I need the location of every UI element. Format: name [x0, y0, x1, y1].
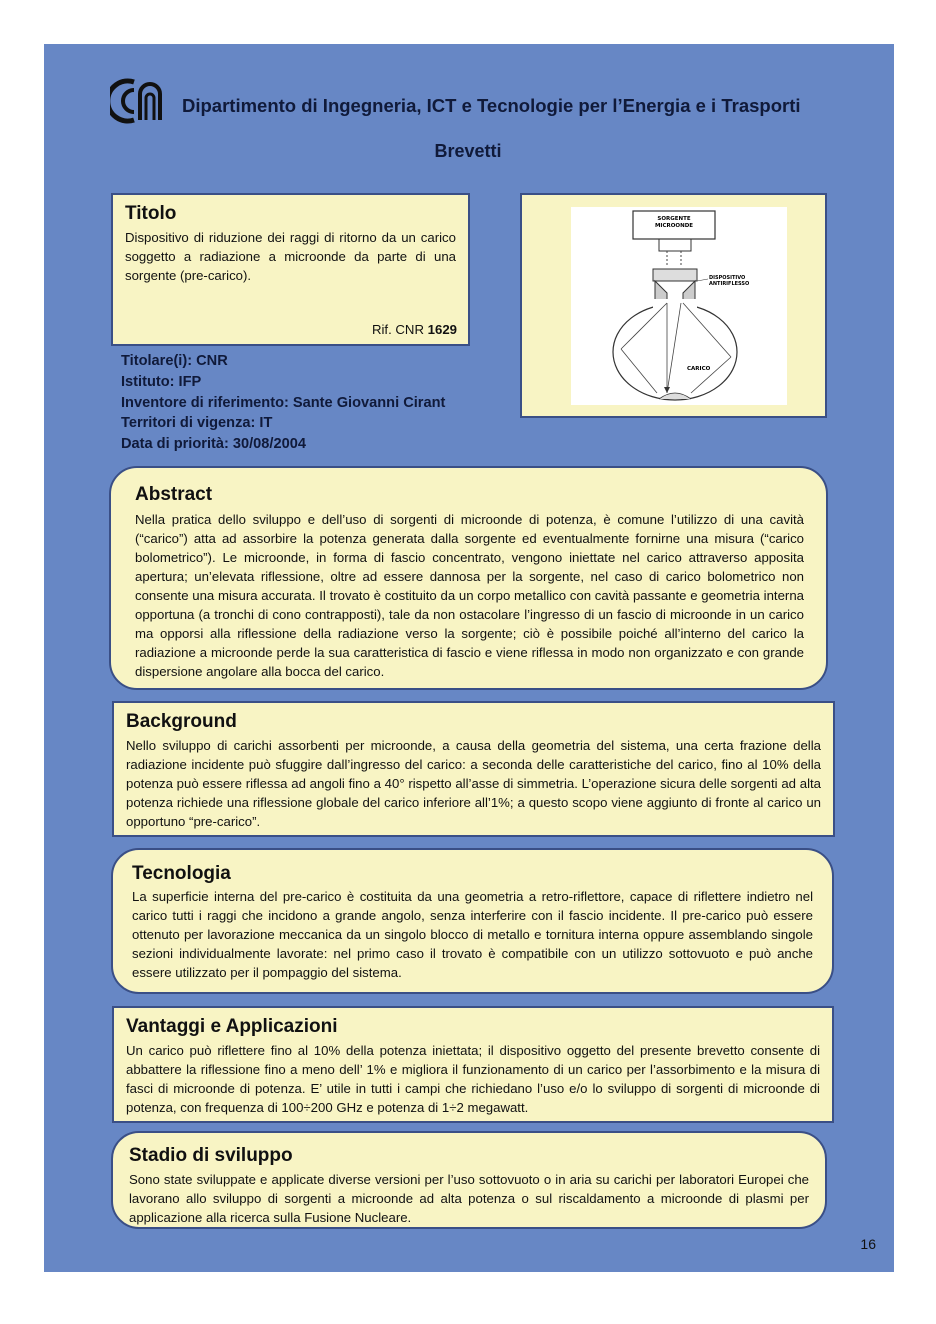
label-source-1: SORGENTE [657, 216, 691, 222]
background-box [112, 701, 835, 837]
device-diagram [571, 207, 787, 405]
technology-heading: Tecnologia [132, 863, 231, 884]
priority-date: Data di priorità: 30/08/2004 [121, 436, 306, 453]
institute: Istituto: IFP [121, 373, 202, 390]
title-box [111, 193, 470, 346]
abstract-text: Nella pratica dello sviluppo e dell’uso di sorgenti di microonde di potenza, è comune l’utilizzo di una cavità (“carico”) atta ad assorbire la potenza generata dalla sorgente ed eventualmente fornirne una misura (“carico bolometrico”). Le microonde, in forma di fascio concentrato, vengono iniettate nel carico attraverso apposita apertura; un’elevata riflessione, oltre ad essere dannosa per la sorgente, nel caso di carico bolometrico non consente una misura accurata. Il trovato è costituito da un corpo metallico con cavità passante e geometria interna opportuna (a tronchi di cono contrapposti), tale da non ostacolare l’ingresso di un fascio di microonde in un carico ma opporsi alla riflessione della radiazione verso la sorgente; ciò è possibile poiché all’interno del carico la radiazione a microonde perde la sua caratteristica di fascio e viene riflessa in modo non organizzato e con grande dispersione angolare alla bocca del carico. [135, 512, 804, 679]
patent-metadata [121, 351, 501, 455]
technology-box [111, 848, 834, 994]
technology-text: La superficie interna del pre-carico è costituita da una geometria a retro-riflettore, capace di riflettere indietro nel carico tutti i raggi che incidono a grande angolo, senza interferire con il fascio incidente. Il pre-carico può essere ottenuto per lavorazione meccanica da un singolo blocco di metallo e tornitura interna oppure assemblando singole sezioni individualmente lavorate: nel primo caso il trovato è compatibile con un utilizzo sottovuoto e può anche essere utilizzato per il pompaggio del sistema. [132, 889, 813, 980]
background-heading: Background [126, 711, 237, 732]
background-text: Nello sviluppo di carichi assorbenti per microonde, a causa della geometria del sistema, una certa frazione della radiazione incidente può sfuggire dall’ingresso del carico: a seconda delle caratteristiche del carico, fino al 10% della potenza può essere riflessa ad angoli fino a 40° rispetto all’asse di simmetria. L’operazione sicura delle sorgenti ad alta potenza richiede una riflessione globale del carico inferiore all’1%; a questo scopo viene aggiunto di fronte al carico un opportuno “pre-carico”. [126, 738, 821, 829]
development-stage-text: Sono state sviluppate e applicate diverse versioni per l’uso sottovuoto o in aria su carichi per laboratori Europei che lavorano allo sviluppo di sorgenti a microonde ad alta potenza o sul riscaldamento a microonde di plasmi per applicazione alla ricerca sulla Fusione Nucleare. [129, 1172, 809, 1225]
label-source-2: MICROONDE [654, 223, 694, 229]
label-device-2: ANTIRIFLESSO [709, 281, 750, 287]
abstract-heading: Abstract [135, 484, 213, 505]
cnr-logo [110, 78, 164, 124]
figure-canvas [571, 207, 787, 405]
title-heading: Titolo [125, 203, 177, 224]
label-device-1: DISPOSITIVO [709, 275, 746, 281]
advantages-heading: Vantaggi e Applicazioni [126, 1016, 338, 1037]
inventor: Inventore di riferimento: Sante Giovanni Cirant [121, 394, 446, 411]
abstract-box [109, 466, 828, 690]
territories: Territori di vigenza: IT [121, 415, 273, 432]
figure-box [520, 193, 827, 418]
advantages-text: Un carico può riflettere fino al 10% della potenza iniettata; il dispositivo oggetto del presente brevetto consente di abbattere la riflessione fino a meno dell’ 1% e migliora il funzionamento di un carico per l’assorbimento e la misura di fasci di microonde di potenza. E’ utile in tutti i campi che richiedano l’uso e/o lo sviluppo di sorgenti di microonde di potenza, con frequenza di 100÷200 GHz e potenza di 1÷2 megawatt. [126, 1043, 820, 1115]
holder: Titolare(i): CNR [121, 353, 228, 369]
department-title: Dipartimento di Ingegneria, ICT e Tecnologie per l’Energia e i Trasporti [182, 95, 801, 116]
section-title: Brevetti [434, 141, 502, 161]
reference [372, 322, 457, 337]
title-text: Dispositivo di riduzione dei raggi di ritorno da un carico soggetto a radiazione a microonde da parte di una sorgente (pre-carico). [125, 230, 456, 283]
label-load: CARICO [687, 366, 711, 372]
advantages-box [112, 1006, 834, 1123]
development-stage-heading: Stadio di sviluppo [129, 1145, 293, 1166]
page-number: 16 [860, 1236, 876, 1252]
reference-number: 1629 [427, 322, 457, 337]
reference-label: Rif. CNR [371, 322, 424, 337]
development-stage-box [111, 1131, 827, 1229]
